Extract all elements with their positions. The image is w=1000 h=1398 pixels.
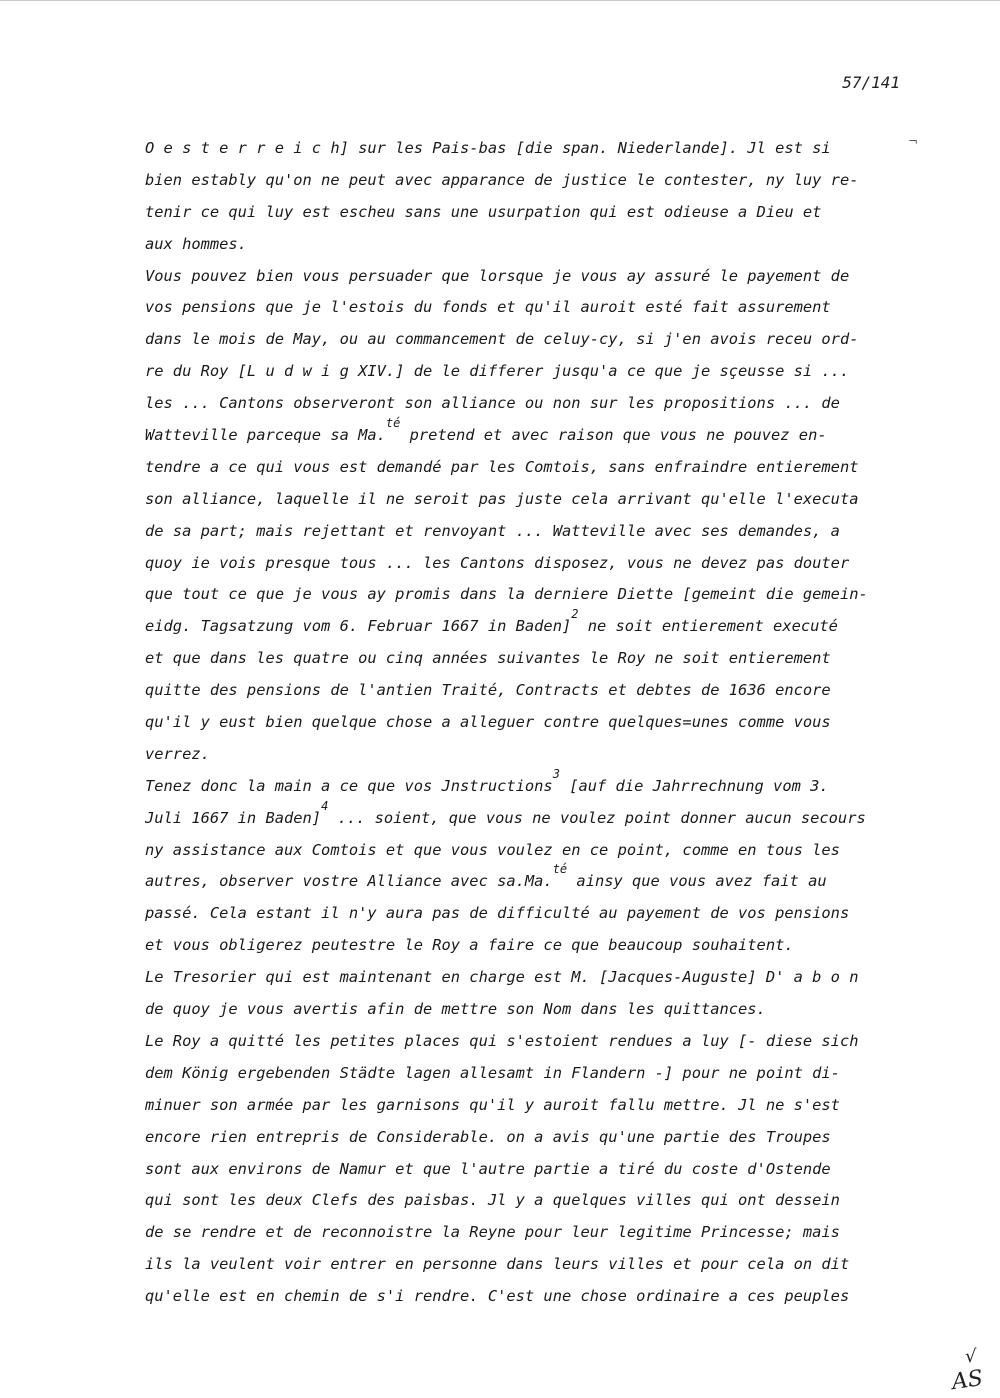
handwritten-folio: AS bbox=[950, 1365, 985, 1396]
text-line bbox=[145, 962, 945, 994]
text-line bbox=[145, 388, 945, 420]
text-segment: re du Roy [L u d w i g XIV.] de le differer jusqu'a ce que je sçeusse si ... bbox=[145, 362, 850, 381]
text-segment: Vous pouvez bien vous persuader que lorsque je vous ay assuré le payement de bbox=[145, 266, 850, 285]
text-line bbox=[145, 675, 945, 707]
text-segment: les ... Cantons observeront son alliance ou non sur les propositions ... de bbox=[145, 394, 840, 413]
text-line bbox=[145, 229, 945, 261]
text-segment: pretend et avec raison que vous ne pouvez en- bbox=[400, 426, 827, 445]
text-line bbox=[145, 1154, 945, 1186]
text-line bbox=[145, 643, 945, 675]
text-segment: que tout ce que je vous ay promis dans la derniere Diette [gemeint die gemein- bbox=[145, 585, 868, 604]
text-segment: ainsy que vous avez fait au bbox=[567, 872, 827, 891]
text-line bbox=[145, 898, 945, 930]
text-line bbox=[145, 707, 945, 739]
text-segment: qui sont les deux Clefs des paisbas. Jl y a quelques villes qui ont dessein bbox=[145, 1191, 840, 1210]
text-segment: tenir ce qui luy est escheu sans une usurpation qui est odieuse a Dieu et bbox=[145, 202, 822, 221]
text-line bbox=[145, 1217, 945, 1249]
text-segment: Juli 1667 in Baden] bbox=[145, 808, 322, 827]
text-segment: encore rien entrepris de Considerable. on a avis qu'une partie des Troupes bbox=[145, 1127, 831, 1146]
text-line bbox=[145, 165, 945, 197]
text-segment: Watteville parceque sa Ma. bbox=[145, 426, 386, 445]
page-number: 57/141 bbox=[842, 73, 900, 92]
text-line bbox=[145, 1281, 945, 1313]
superscript: 2 bbox=[571, 607, 579, 622]
check-mark: √ bbox=[965, 1346, 977, 1367]
text-line bbox=[145, 579, 945, 611]
superscript: 3 bbox=[552, 766, 560, 781]
superscript: té bbox=[552, 862, 568, 877]
text-line bbox=[145, 930, 945, 962]
text-segment: ne soit entierement executé bbox=[578, 617, 838, 636]
text-segment: dem König ergebenden Städte lagen allesamt in Flandern -] pour ne point di- bbox=[145, 1063, 840, 1082]
superscript: 4 bbox=[321, 798, 329, 813]
text-line bbox=[145, 1249, 945, 1281]
text-segment: tendre a ce qui vous est demandé par les Comtois, sans enfraindre entierement bbox=[145, 457, 859, 476]
text-segment: O e s t e r r e i c h] sur les Pais-bas [die span. Niederlande]. Jl est si bbox=[145, 139, 831, 157]
text-line bbox=[145, 994, 945, 1026]
text-line bbox=[145, 197, 945, 229]
text-segment: ils la veulent voir entrer en personne dans leurs villes et pour cela on dit bbox=[145, 1255, 850, 1274]
text-segment: qu'elle est en chemin de s'i rendre. C'est une chose ordinaire a ces peuples bbox=[145, 1287, 850, 1306]
text-line bbox=[145, 607, 945, 643]
text-segment: de sa part; mais rejettant et renvoyant ... Watteville avec ses demandes, a bbox=[145, 521, 840, 540]
text-segment: quoy ie vois presque tous ... les Cantons disposez, vous ne devez pas douter bbox=[145, 553, 850, 572]
text-line bbox=[145, 1026, 945, 1058]
text-segment: Le Tresorier qui est maintenant en charge est M. [Jacques-Auguste] D' a b o n bbox=[145, 968, 859, 987]
text-line bbox=[145, 1185, 945, 1217]
text-segment: aux hommes. bbox=[145, 234, 247, 253]
text-segment: verrez. bbox=[145, 744, 210, 763]
text-line bbox=[145, 452, 945, 484]
text-line bbox=[145, 1058, 945, 1090]
text-segment: et que dans les quatre ou cinq années suivantes le Roy ne soit entierement bbox=[145, 649, 831, 668]
text-line bbox=[145, 862, 945, 898]
text-segment: [auf die Jahrrechnung vom 3. bbox=[559, 776, 829, 795]
text-segment: minuer son armée par les garnisons qu'il y auroit fallu mettre. Jl ne s'est bbox=[145, 1095, 840, 1114]
text-line bbox=[145, 548, 945, 580]
text-line bbox=[145, 133, 945, 165]
text-segment: de quoy je vous avertis afin de mettre son Nom dans les quittances. bbox=[145, 1000, 766, 1019]
text-segment: Tenez donc la main a ce que vos Jnstructions bbox=[145, 776, 553, 795]
text-line bbox=[145, 324, 945, 356]
text-line bbox=[145, 1122, 945, 1154]
text-segment: passé. Cela estant il n'y aura pas de difficulté au payement de vos pensions bbox=[145, 904, 850, 923]
text-line bbox=[145, 835, 945, 867]
margin-mark: ¬ bbox=[908, 134, 919, 148]
text-segment: qu'il y eust bien quelque chose a alleguer contre quelques=unes comme vous bbox=[145, 713, 831, 732]
text-segment: bien estably qu'on ne peut avec apparance de justice le contester, ny luy re- bbox=[145, 170, 859, 189]
text-line bbox=[145, 1090, 945, 1122]
text-segment: ny assistance aux Comtois et que vous voulez en ce point, comme en tous les bbox=[145, 840, 840, 859]
document-body bbox=[145, 133, 945, 1313]
text-line bbox=[145, 798, 945, 835]
text-segment: ... soient, que vous ne voulez point donner aucun secours bbox=[328, 808, 866, 827]
text-line bbox=[145, 516, 945, 548]
text-segment: de se rendre et de reconnoistre la Reyne pour leur legitime Princesse; mais bbox=[145, 1223, 840, 1242]
text-segment: Le Roy a quitté les petites places qui s'estoient rendues a luy [- diese sich bbox=[145, 1031, 859, 1050]
text-segment: sont aux environs de Namur et que l'autre partie a tiré du coste d'Ostende bbox=[145, 1159, 831, 1178]
text-segment: vos pensions que je l'estois du fonds et qu'il auroit esté fait assurement bbox=[145, 298, 831, 317]
text-line bbox=[145, 484, 945, 516]
text-line bbox=[145, 416, 945, 452]
superscript: té bbox=[385, 416, 401, 431]
text-line bbox=[145, 766, 945, 803]
text-segment: autres, observer vostre Alliance avec sa.Ma. bbox=[145, 872, 553, 891]
text-segment: eidg. Tagsatzung vom 6. Februar 1667 in Baden] bbox=[145, 617, 572, 636]
text-line bbox=[145, 739, 945, 771]
text-line bbox=[145, 292, 945, 324]
text-segment: et vous obligerez peutestre le Roy a faire ce que beaucoup souhaitent. bbox=[145, 936, 794, 955]
text-segment: quitte des pensions de l'antien Traité, Contracts et debtes de 1636 encore bbox=[145, 681, 831, 700]
text-segment: dans le mois de May, ou au commancement de celuy-cy, si j'en avois receu ord- bbox=[145, 330, 859, 349]
text-segment: son alliance, laquelle il ne seroit pas juste cela arrivant qu'elle l'executa bbox=[145, 489, 859, 508]
text-line bbox=[145, 356, 945, 388]
text-line bbox=[145, 261, 945, 293]
